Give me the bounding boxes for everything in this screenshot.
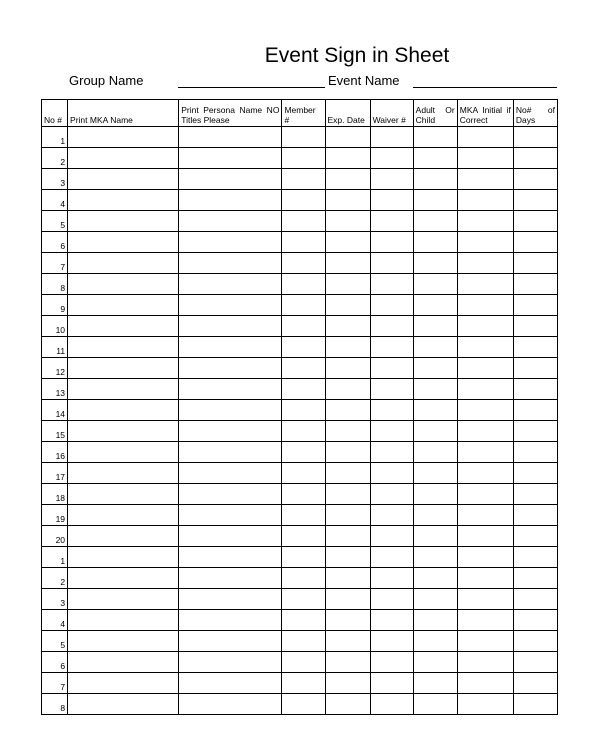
cell-waiver-number[interactable] — [370, 589, 413, 610]
table-row — [42, 526, 558, 547]
cell-persona-name[interactable] — [179, 232, 282, 253]
cell-mka-name[interactable] — [68, 253, 179, 274]
header-adult-or-child: Adult Or Child — [413, 100, 457, 127]
row-number: 8 — [42, 274, 68, 295]
header-mka-initial: MKA Initial if Correct — [457, 100, 513, 127]
cell-waiver-number[interactable] — [370, 295, 413, 316]
cell-member-number[interactable] — [282, 148, 325, 169]
cell-persona-name[interactable] — [179, 316, 282, 337]
cell-persona-name[interactable] — [179, 568, 282, 589]
event-name-label: Event Name — [328, 73, 400, 88]
table-row — [42, 694, 558, 715]
cell-adult-or-child[interactable] — [413, 673, 457, 694]
header-days: No# of Days — [513, 100, 557, 127]
cell-days[interactable] — [513, 442, 557, 463]
cell-mka-initial[interactable] — [457, 253, 513, 274]
event-name-field[interactable] — [413, 87, 557, 88]
cell-waiver-number[interactable] — [370, 316, 413, 337]
cell-waiver-number[interactable] — [370, 547, 413, 568]
cell-persona-name[interactable] — [179, 694, 282, 715]
table-row — [42, 400, 558, 421]
cell-exp-date[interactable] — [325, 442, 370, 463]
table-row — [42, 337, 558, 358]
cell-member-number[interactable] — [282, 652, 325, 673]
cell-waiver-number[interactable] — [370, 169, 413, 190]
cell-days[interactable] — [513, 484, 557, 505]
table-row — [42, 484, 558, 505]
cell-exp-date[interactable] — [325, 148, 370, 169]
cell-adult-or-child[interactable] — [413, 148, 457, 169]
cell-mka-initial[interactable] — [457, 526, 513, 547]
cell-waiver-number[interactable] — [370, 484, 413, 505]
cell-mka-initial[interactable] — [457, 505, 513, 526]
row-number: 6 — [42, 652, 68, 673]
cell-waiver-number[interactable] — [370, 379, 413, 400]
cell-waiver-number[interactable] — [370, 148, 413, 169]
cell-waiver-number[interactable] — [370, 358, 413, 379]
cell-adult-or-child[interactable] — [413, 400, 457, 421]
cell-days[interactable] — [513, 505, 557, 526]
cell-days[interactable] — [513, 652, 557, 673]
cell-exp-date[interactable] — [325, 547, 370, 568]
group-name-field[interactable] — [178, 87, 325, 88]
cell-days[interactable] — [513, 337, 557, 358]
cell-adult-or-child[interactable] — [413, 253, 457, 274]
cell-mka-name[interactable] — [68, 295, 179, 316]
cell-exp-date[interactable] — [325, 358, 370, 379]
cell-exp-date[interactable] — [325, 190, 370, 211]
cell-mka-name[interactable] — [68, 232, 179, 253]
header-persona-name: Print Persona Name NO Titles Please — [179, 100, 282, 127]
cell-member-number[interactable] — [282, 463, 325, 484]
cell-mka-name[interactable] — [68, 673, 179, 694]
cell-mka-name[interactable] — [68, 589, 179, 610]
table-row — [42, 190, 558, 211]
cell-adult-or-child[interactable] — [413, 211, 457, 232]
row-number: 11 — [42, 337, 68, 358]
cell-exp-date[interactable] — [325, 631, 370, 652]
cell-member-number[interactable] — [282, 379, 325, 400]
cell-exp-date[interactable] — [325, 610, 370, 631]
table-row — [42, 652, 558, 673]
cell-mka-initial[interactable] — [457, 442, 513, 463]
cell-persona-name[interactable] — [179, 505, 282, 526]
cell-exp-date[interactable] — [325, 316, 370, 337]
cell-persona-name[interactable] — [179, 295, 282, 316]
cell-member-number[interactable] — [282, 526, 325, 547]
cell-adult-or-child[interactable] — [413, 505, 457, 526]
cell-mka-name[interactable] — [68, 169, 179, 190]
cell-waiver-number[interactable] — [370, 673, 413, 694]
cell-adult-or-child[interactable] — [413, 379, 457, 400]
table-row — [42, 169, 558, 190]
row-number: 7 — [42, 253, 68, 274]
cell-days[interactable] — [513, 211, 557, 232]
cell-exp-date[interactable] — [325, 169, 370, 190]
cell-persona-name[interactable] — [179, 127, 282, 148]
cell-waiver-number[interactable] — [370, 652, 413, 673]
cell-waiver-number[interactable] — [370, 232, 413, 253]
cell-mka-initial[interactable] — [457, 379, 513, 400]
table-row — [42, 631, 558, 652]
cell-mka-name[interactable] — [68, 274, 179, 295]
cell-adult-or-child[interactable] — [413, 526, 457, 547]
cell-persona-name[interactable] — [179, 652, 282, 673]
cell-adult-or-child[interactable] — [413, 652, 457, 673]
cell-mka-initial[interactable] — [457, 169, 513, 190]
cell-mka-name[interactable] — [68, 568, 179, 589]
cell-adult-or-child[interactable] — [413, 463, 457, 484]
cell-member-number[interactable] — [282, 631, 325, 652]
row-number: 5 — [42, 211, 68, 232]
cell-exp-date[interactable] — [325, 211, 370, 232]
cell-adult-or-child[interactable] — [413, 484, 457, 505]
table-row — [42, 442, 558, 463]
cell-adult-or-child[interactable] — [413, 568, 457, 589]
cell-waiver-number[interactable] — [370, 463, 413, 484]
cell-member-number[interactable] — [282, 253, 325, 274]
table-row — [42, 127, 558, 148]
row-number: 20 — [42, 526, 68, 547]
cell-mka-initial[interactable] — [457, 673, 513, 694]
cell-mka-name[interactable] — [68, 148, 179, 169]
cell-member-number[interactable] — [282, 673, 325, 694]
table-row — [42, 505, 558, 526]
row-number: 1 — [42, 547, 68, 568]
row-number: 14 — [42, 400, 68, 421]
cell-persona-name[interactable] — [179, 274, 282, 295]
cell-waiver-number[interactable] — [370, 274, 413, 295]
cell-mka-name[interactable] — [68, 127, 179, 148]
cell-exp-date[interactable] — [325, 274, 370, 295]
cell-mka-initial[interactable] — [457, 316, 513, 337]
cell-member-number[interactable] — [282, 589, 325, 610]
cell-adult-or-child[interactable] — [413, 547, 457, 568]
row-number: 1 — [42, 127, 68, 148]
row-number: 4 — [42, 190, 68, 211]
cell-member-number[interactable] — [282, 358, 325, 379]
cell-member-number[interactable] — [282, 337, 325, 358]
cell-waiver-number[interactable] — [370, 610, 413, 631]
table-row — [42, 211, 558, 232]
row-number: 12 — [42, 358, 68, 379]
cell-persona-name[interactable] — [179, 484, 282, 505]
cell-waiver-number[interactable] — [370, 127, 413, 148]
row-number: 10 — [42, 316, 68, 337]
cell-mka-initial[interactable] — [457, 631, 513, 652]
cell-mka-initial[interactable] — [457, 400, 513, 421]
cell-exp-date[interactable] — [325, 379, 370, 400]
cell-exp-date[interactable] — [325, 232, 370, 253]
cell-member-number[interactable] — [282, 484, 325, 505]
cell-member-number[interactable] — [282, 127, 325, 148]
cell-persona-name[interactable] — [179, 547, 282, 568]
cell-persona-name[interactable] — [179, 400, 282, 421]
cell-mka-initial[interactable] — [457, 463, 513, 484]
cell-adult-or-child[interactable] — [413, 631, 457, 652]
row-number: 19 — [42, 505, 68, 526]
cell-exp-date[interactable] — [325, 295, 370, 316]
cell-mka-name[interactable] — [68, 694, 179, 715]
cell-member-number[interactable] — [282, 442, 325, 463]
cell-mka-name[interactable] — [68, 421, 179, 442]
cell-adult-or-child[interactable] — [413, 190, 457, 211]
cell-days[interactable] — [513, 610, 557, 631]
cell-exp-date[interactable] — [325, 652, 370, 673]
cell-adult-or-child[interactable] — [413, 421, 457, 442]
cell-days[interactable] — [513, 463, 557, 484]
cell-waiver-number[interactable] — [370, 694, 413, 715]
cell-mka-name[interactable] — [68, 631, 179, 652]
cell-mka-name[interactable] — [68, 463, 179, 484]
cell-days[interactable] — [513, 673, 557, 694]
cell-days[interactable] — [513, 379, 557, 400]
row-number: 15 — [42, 421, 68, 442]
cell-mka-initial[interactable] — [457, 610, 513, 631]
cell-persona-name[interactable] — [179, 463, 282, 484]
cell-mka-initial[interactable] — [457, 127, 513, 148]
cell-days[interactable] — [513, 169, 557, 190]
cell-exp-date[interactable] — [325, 568, 370, 589]
cell-waiver-number[interactable] — [370, 631, 413, 652]
row-number: 13 — [42, 379, 68, 400]
cell-days[interactable] — [513, 274, 557, 295]
cell-member-number[interactable] — [282, 568, 325, 589]
cell-persona-name[interactable] — [179, 610, 282, 631]
table-row — [42, 232, 558, 253]
cell-days[interactable] — [513, 295, 557, 316]
cell-member-number[interactable] — [282, 547, 325, 568]
cell-exp-date[interactable] — [325, 463, 370, 484]
cell-days[interactable] — [513, 190, 557, 211]
cell-mka-name[interactable] — [68, 484, 179, 505]
table-row — [42, 547, 558, 568]
cell-adult-or-child[interactable] — [413, 337, 457, 358]
cell-persona-name[interactable] — [179, 358, 282, 379]
row-number: 17 — [42, 463, 68, 484]
cell-adult-or-child[interactable] — [413, 274, 457, 295]
cell-member-number[interactable] — [282, 211, 325, 232]
cell-days[interactable] — [513, 358, 557, 379]
cell-exp-date[interactable] — [325, 694, 370, 715]
sign-in-table — [41, 99, 558, 715]
cell-mka-name[interactable] — [68, 610, 179, 631]
cell-member-number[interactable] — [282, 316, 325, 337]
table-row — [42, 148, 558, 169]
row-number: 6 — [42, 232, 68, 253]
cell-member-number[interactable] — [282, 169, 325, 190]
cell-mka-initial[interactable] — [457, 232, 513, 253]
cell-adult-or-child[interactable] — [413, 127, 457, 148]
cell-days[interactable] — [513, 589, 557, 610]
table-header-row — [42, 100, 558, 127]
cell-persona-name[interactable] — [179, 148, 282, 169]
cell-adult-or-child[interactable] — [413, 610, 457, 631]
cell-adult-or-child[interactable] — [413, 442, 457, 463]
cell-mka-name[interactable] — [68, 316, 179, 337]
cell-days[interactable] — [513, 421, 557, 442]
cell-exp-date[interactable] — [325, 673, 370, 694]
cell-adult-or-child[interactable] — [413, 316, 457, 337]
cell-exp-date[interactable] — [325, 127, 370, 148]
cell-mka-initial[interactable] — [457, 337, 513, 358]
table-row — [42, 421, 558, 442]
cell-adult-or-child[interactable] — [413, 589, 457, 610]
cell-days[interactable] — [513, 316, 557, 337]
cell-persona-name[interactable] — [179, 421, 282, 442]
row-number: 9 — [42, 295, 68, 316]
cell-days[interactable] — [513, 127, 557, 148]
table-row — [42, 568, 558, 589]
cell-exp-date[interactable] — [325, 253, 370, 274]
cell-mka-initial[interactable] — [457, 211, 513, 232]
cell-waiver-number[interactable] — [370, 253, 413, 274]
cell-mka-name[interactable] — [68, 547, 179, 568]
cell-member-number[interactable] — [282, 505, 325, 526]
cell-persona-name[interactable] — [179, 379, 282, 400]
sheet-title: Event Sign in Sheet — [264, 44, 450, 67]
cell-member-number[interactable] — [282, 190, 325, 211]
cell-mka-initial[interactable] — [457, 274, 513, 295]
cell-days[interactable] — [513, 631, 557, 652]
cell-exp-date[interactable] — [325, 505, 370, 526]
row-number: 2 — [42, 568, 68, 589]
cell-mka-initial[interactable] — [457, 295, 513, 316]
cell-persona-name[interactable] — [179, 169, 282, 190]
cell-adult-or-child[interactable] — [413, 169, 457, 190]
table-row — [42, 463, 558, 484]
cell-mka-initial[interactable] — [457, 358, 513, 379]
cell-waiver-number[interactable] — [370, 211, 413, 232]
cell-mka-initial[interactable] — [457, 421, 513, 442]
cell-member-number[interactable] — [282, 295, 325, 316]
header-no: No # — [42, 100, 68, 127]
cell-days[interactable] — [513, 568, 557, 589]
row-number: 5 — [42, 631, 68, 652]
group-name-label: Group Name — [69, 73, 144, 88]
table-row — [42, 358, 558, 379]
cell-mka-initial[interactable] — [457, 547, 513, 568]
table-row — [42, 274, 558, 295]
cell-mka-initial[interactable] — [457, 484, 513, 505]
cell-days[interactable] — [513, 232, 557, 253]
cell-member-number[interactable] — [282, 610, 325, 631]
row-number: 16 — [42, 442, 68, 463]
row-number: 3 — [42, 589, 68, 610]
cell-waiver-number[interactable] — [370, 421, 413, 442]
cell-mka-initial[interactable] — [457, 190, 513, 211]
cell-exp-date[interactable] — [325, 484, 370, 505]
cell-exp-date[interactable] — [325, 526, 370, 547]
table-row — [42, 295, 558, 316]
header-waiver-number: Waiver # — [370, 100, 413, 127]
cell-adult-or-child[interactable] — [413, 295, 457, 316]
cell-mka-name[interactable] — [68, 211, 179, 232]
cell-persona-name[interactable] — [179, 631, 282, 652]
cell-member-number[interactable] — [282, 274, 325, 295]
cell-waiver-number[interactable] — [370, 505, 413, 526]
cell-member-number[interactable] — [282, 694, 325, 715]
table-row — [42, 673, 558, 694]
cell-mka-name[interactable] — [68, 652, 179, 673]
cell-days[interactable] — [513, 694, 557, 715]
table-row — [42, 316, 558, 337]
cell-persona-name[interactable] — [179, 253, 282, 274]
cell-adult-or-child[interactable] — [413, 358, 457, 379]
cell-mka-name[interactable] — [68, 505, 179, 526]
cell-persona-name[interactable] — [179, 442, 282, 463]
row-number: 18 — [42, 484, 68, 505]
cell-persona-name[interactable] — [179, 211, 282, 232]
cell-mka-name[interactable] — [68, 337, 179, 358]
header-member-number: Member # — [282, 100, 325, 127]
table-row — [42, 610, 558, 631]
cell-mka-name[interactable] — [68, 190, 179, 211]
cell-exp-date[interactable] — [325, 421, 370, 442]
cell-persona-name[interactable] — [179, 589, 282, 610]
cell-waiver-number[interactable] — [370, 337, 413, 358]
cell-mka-initial[interactable] — [457, 148, 513, 169]
cell-exp-date[interactable] — [325, 589, 370, 610]
cell-exp-date[interactable] — [325, 337, 370, 358]
cell-persona-name[interactable] — [179, 190, 282, 211]
cell-mka-initial[interactable] — [457, 694, 513, 715]
row-number: 3 — [42, 169, 68, 190]
cell-mka-initial[interactable] — [457, 568, 513, 589]
cell-mka-name[interactable] — [68, 358, 179, 379]
table-row — [42, 379, 558, 400]
cell-mka-name[interactable] — [68, 379, 179, 400]
table-row — [42, 253, 558, 274]
cell-persona-name[interactable] — [179, 673, 282, 694]
cell-days[interactable] — [513, 253, 557, 274]
cell-persona-name[interactable] — [179, 337, 282, 358]
row-number: 7 — [42, 673, 68, 694]
cell-exp-date[interactable] — [325, 400, 370, 421]
cell-waiver-number[interactable] — [370, 400, 413, 421]
cell-waiver-number[interactable] — [370, 526, 413, 547]
cell-days[interactable] — [513, 547, 557, 568]
cell-persona-name[interactable] — [179, 526, 282, 547]
cell-waiver-number[interactable] — [370, 442, 413, 463]
table-row — [42, 589, 558, 610]
cell-member-number[interactable] — [282, 421, 325, 442]
cell-mka-initial[interactable] — [457, 589, 513, 610]
cell-days[interactable] — [513, 526, 557, 547]
cell-adult-or-child[interactable] — [413, 694, 457, 715]
cell-waiver-number[interactable] — [370, 190, 413, 211]
header-exp-date: Exp. Date — [325, 100, 370, 127]
row-number: 4 — [42, 610, 68, 631]
cell-days[interactable] — [513, 148, 557, 169]
cell-waiver-number[interactable] — [370, 568, 413, 589]
row-number: 2 — [42, 148, 68, 169]
cell-member-number[interactable] — [282, 400, 325, 421]
cell-mka-name[interactable] — [68, 442, 179, 463]
cell-member-number[interactable] — [282, 232, 325, 253]
cell-mka-name[interactable] — [68, 400, 179, 421]
cell-days[interactable] — [513, 400, 557, 421]
cell-mka-initial[interactable] — [457, 652, 513, 673]
row-number: 8 — [42, 694, 68, 715]
cell-mka-name[interactable] — [68, 526, 179, 547]
cell-adult-or-child[interactable] — [413, 232, 457, 253]
header-mka-name: Print MKA Name — [68, 100, 179, 127]
